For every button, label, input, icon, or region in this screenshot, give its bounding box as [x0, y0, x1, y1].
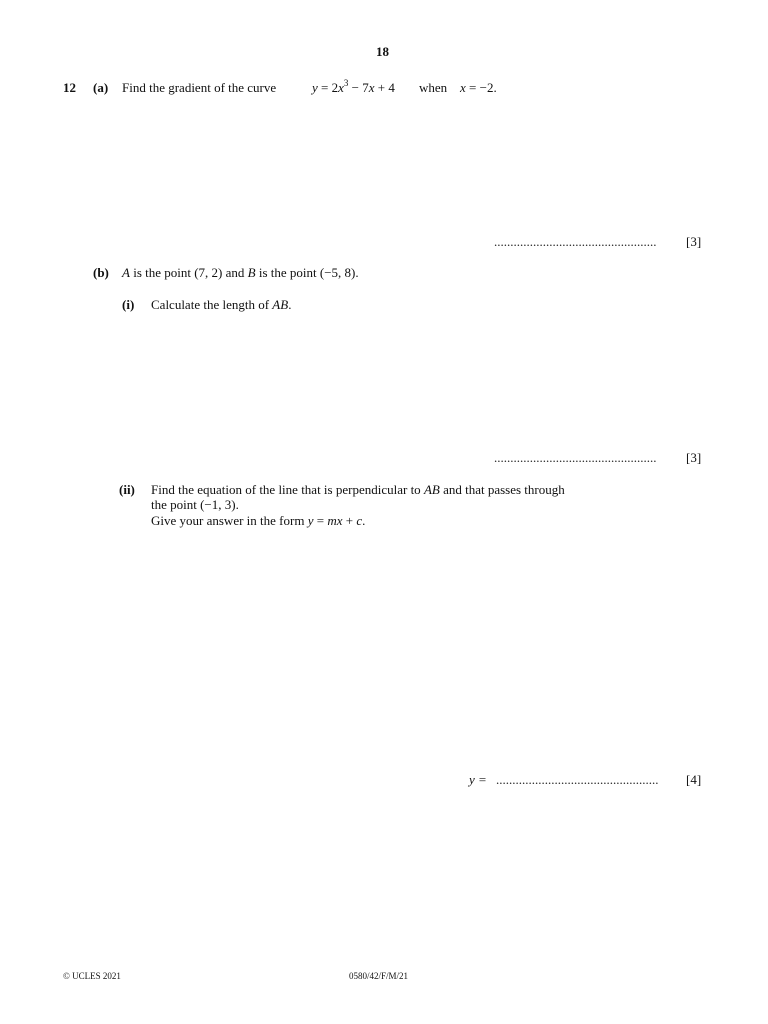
form-equals: =: [316, 513, 325, 528]
part-bi-ab: AB: [272, 297, 289, 312]
point-a-text: is the point (7, 2) and: [133, 265, 245, 280]
point-a-name: A: [122, 265, 130, 280]
part-a-answer-line[interactable]: ..................................................: [494, 234, 657, 249]
point-b-name: B: [247, 265, 256, 280]
part-bii-line3: [151, 513, 365, 529]
part-bii-line2: the point (−1, 3).: [151, 497, 239, 512]
part-bii-marks: [4]: [686, 772, 702, 787]
footer-copyright: © UCLES 2021: [63, 971, 121, 981]
eq-y: y: [312, 80, 318, 95]
part-bi-period: .: [288, 297, 292, 312]
part-bi-text: [151, 297, 291, 313]
part-a-when: when: [419, 80, 448, 95]
part-a-label: (a): [93, 80, 109, 95]
form-period: .: [362, 513, 366, 528]
point-b-text: is the point (−5, 8).: [258, 265, 359, 280]
part-b-text: [122, 265, 359, 281]
part-bii-ab: AB: [423, 482, 440, 497]
part-a-equation: [312, 80, 395, 97]
part-bii-form-text: Give your answer in the form: [151, 513, 305, 528]
cond-value: = −2.: [469, 80, 497, 95]
part-bii-answer-line[interactable]: ..................................................: [496, 772, 659, 787]
part-bii-label: (ii): [119, 482, 135, 497]
eq-exponent: 3: [343, 78, 349, 88]
page-number: 18: [376, 44, 389, 59]
eq-x: x: [338, 80, 344, 95]
part-bii-line1-b: and that passes through: [443, 482, 565, 497]
form-y: y: [307, 513, 314, 528]
part-bii-line1-a: Find the equation of the line that is perpendicular to: [151, 482, 421, 497]
form-mx: mx: [327, 513, 343, 528]
eq-x2: x: [368, 80, 375, 95]
eq-plus-four: + 4: [377, 80, 395, 95]
part-bi-prompt: Calculate the length of: [151, 297, 270, 312]
eq-equals-two: = 2: [321, 80, 339, 95]
cond-x: x: [460, 80, 466, 95]
part-a-condition: [460, 80, 497, 96]
form-c: c: [356, 513, 363, 528]
form-plus: +: [345, 513, 354, 528]
part-bi-answer-line[interactable]: ..................................................: [494, 450, 657, 465]
footer-code: 0580/42/F/M/21: [349, 971, 409, 981]
question-number: 12: [63, 80, 76, 95]
part-b-label: (b): [93, 265, 109, 280]
part-bi-marks: [3]: [686, 450, 702, 465]
part-a-marks: [3]: [686, 234, 702, 249]
part-a-text: Find the gradient of the curve: [122, 80, 277, 95]
part-bii-answer-prefix: y =: [469, 772, 487, 787]
eq-minus-seven: − 7: [351, 80, 369, 95]
part-bii-line1: [151, 482, 565, 498]
part-bi-label: (i): [122, 297, 135, 312]
